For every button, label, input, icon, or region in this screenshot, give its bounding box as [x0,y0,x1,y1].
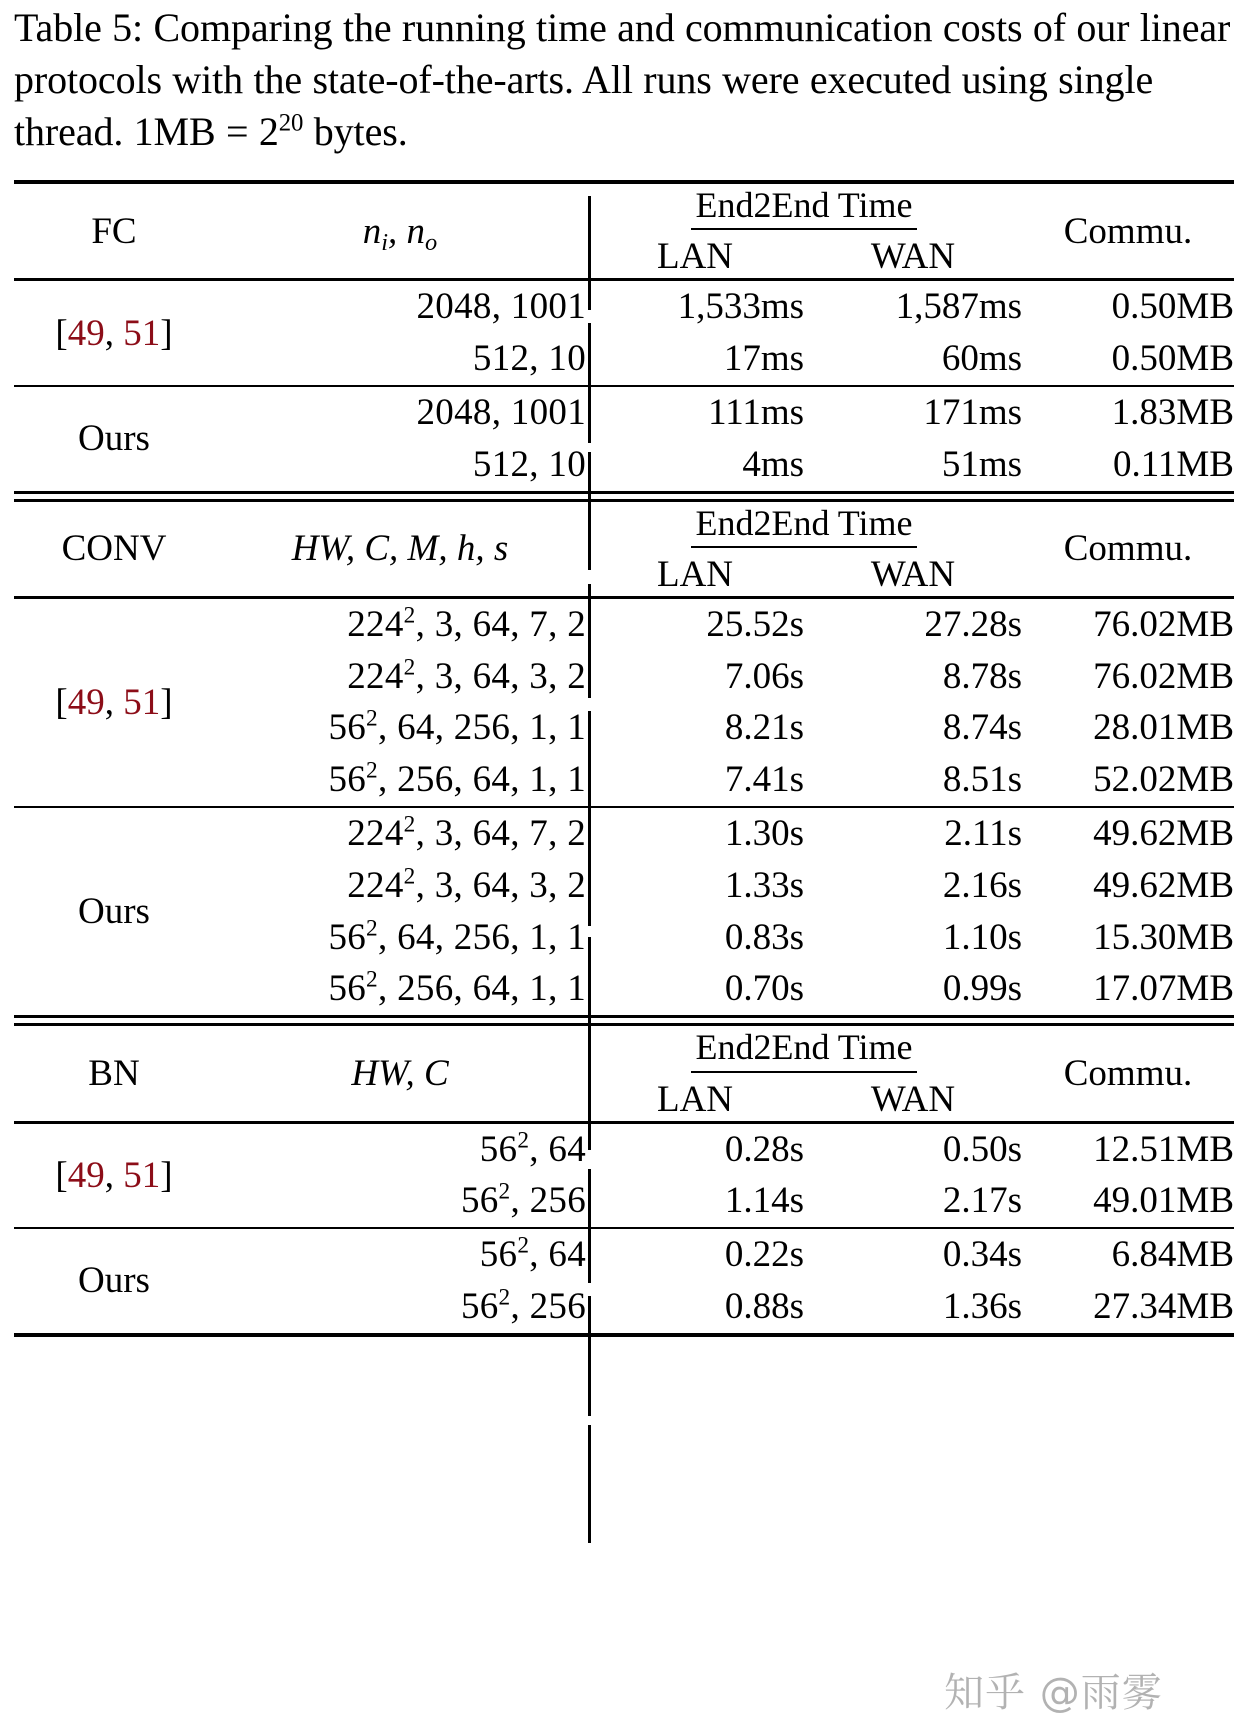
lan-value: 1.33s [724,864,804,906]
param-exponent: 2 [366,706,378,733]
row-lan [586,808,804,1017]
table-row [14,281,1234,386]
commu-value: 49.01MB [1093,1180,1234,1222]
column-divider [588,1425,591,1543]
wan-value: 0.50s [942,1128,1022,1170]
citation-sep: , [104,312,124,354]
param-value [214,912,586,964]
wan-value: 8.74s [942,707,1022,749]
row-params [214,387,586,492]
wan-value: 8.78s [942,655,1022,697]
row-lan [586,281,804,386]
row-commu [1022,387,1234,492]
citation-ref-51[interactable]: 51 [123,1154,161,1196]
column-divider [588,323,591,443]
commu-value: 1.83MB [1111,391,1234,433]
param-value [214,1281,586,1333]
param-base: 224 [347,603,404,645]
commu-header-bn: Commu. [1063,1052,1193,1094]
param-rest: , 256 [510,1180,586,1222]
section-label-bn: BN [88,1052,140,1094]
wan-value: 2.11s [944,813,1022,854]
param-rest: , 3, 64, 7, 2 [415,813,586,854]
lan-value: 0.28s [724,1128,804,1170]
table-container [14,180,1234,1337]
param-exponent: 2 [403,811,416,838]
row-params [214,599,586,807]
param-exponent: 2 [403,602,416,629]
row-commu [1022,281,1234,386]
commu-value: 12.51MB [1093,1128,1234,1170]
lan-header: LAN [656,1078,734,1120]
row-lan [586,387,804,492]
wan-value: 0.34s [942,1234,1022,1276]
bracket-open: [ [55,1154,68,1196]
commu-value: 76.02MB [1093,655,1234,697]
table-row [14,1124,1234,1229]
param-rest: , 256, 64, 1, 1 [378,968,586,1010]
row-params [214,1229,586,1335]
param-rest: , 3, 64, 7, 2 [415,603,586,645]
citation-ref-49[interactable]: 49 [67,312,105,354]
column-divider [588,1296,591,1416]
section-divider-bn [14,1017,1234,1025]
lan-header: LAN [656,553,734,595]
table-row [14,387,1234,492]
param-rest: , 64, 256, 1, 1 [378,707,586,749]
param-header-fc [214,184,586,280]
section-label-fc: FC [91,210,137,252]
row-label-citation [14,281,214,386]
lan-value: 0.83s [724,916,804,958]
lan-value: 7.06s [724,655,804,697]
param-rest: , 3, 64, 3, 2 [415,864,586,906]
param-value [214,860,586,912]
wan-value: 27.28s [924,603,1022,645]
param-value [214,1229,586,1281]
param-rest: , 64, 256, 1, 1 [378,916,586,958]
row-params [214,808,586,1017]
bracket-open: [ [55,681,68,723]
e2e-subheaders [586,548,1022,596]
row-wan [804,281,1022,386]
wan-header: WAN [870,553,956,595]
wan-value: 1.10s [942,916,1022,958]
param-value: 2048, 1001 [416,391,586,433]
param-exponent: 2 [498,1284,511,1311]
column-divider [588,452,591,570]
param-exponent: 2 [366,967,378,994]
bracket-close: ] [160,681,173,723]
row-lan [586,1124,804,1229]
param-base: 56 [460,1180,499,1222]
e2e-subheaders [586,1073,1022,1121]
param-base: 56 [328,916,367,958]
e2e-title: End2End Time [691,185,916,230]
header-row-conv [14,500,1234,597]
commu-value: 76.02MB [1093,603,1234,645]
param-rest: , 64 [529,1234,586,1276]
param-exponent: 2 [517,1127,530,1154]
section-label-conv: CONV [61,528,167,570]
e2e-title: End2End Time [691,1027,916,1072]
commu-value: 27.34MB [1093,1285,1234,1327]
row-params [214,281,586,386]
param-rest: , 256 [510,1285,586,1327]
row-label-ours: Ours [78,1260,150,1302]
rule-bottom [14,1335,1234,1337]
param-base: 56 [460,1285,499,1327]
param-n2: n [406,210,426,252]
param-value: 512, 10 [472,338,586,380]
commu-value: 0.50MB [1111,338,1234,380]
citation-sep: , [104,681,124,723]
param-value [214,808,586,860]
column-divider [588,584,591,698]
param-sub-o: o [425,228,438,256]
lan-value: 0.70s [724,968,804,1010]
param-value [214,1175,586,1227]
wan-value: 8.51s [942,759,1022,801]
citation-sep: , [104,1154,124,1196]
param-rest: , 3, 64, 3, 2 [415,655,586,697]
param-value: 2048, 1001 [416,286,586,328]
section-divider-conv [14,492,1234,500]
param-base: 224 [347,655,404,697]
param-base: 56 [479,1234,518,1276]
wan-value: 51ms [941,443,1022,485]
lan-value: 111ms [708,391,804,433]
row-wan [804,1229,1022,1335]
header-row-fc [14,184,1234,280]
commu-header-conv: Commu. [1063,528,1193,570]
table-row [14,599,1234,807]
wan-value: 1,587ms [895,286,1022,328]
commu-value: 49.62MB [1093,864,1234,906]
commu-value: 49.62MB [1093,813,1234,854]
row-wan [804,808,1022,1017]
e2e-title: End2End Time [691,503,916,548]
row-lan [586,1229,804,1335]
table-row [14,808,1234,1017]
param-value [214,599,586,651]
row-label-citation [14,599,214,807]
param-header-bn: HW, C [351,1052,449,1094]
wan-header: WAN [870,1078,956,1120]
param-base: 224 [347,813,404,854]
commu-value: 6.84MB [1111,1234,1234,1276]
commu-value: 28.01MB [1093,707,1234,749]
row-wan [804,599,1022,807]
citation-ref-51[interactable]: 51 [123,312,161,354]
param-value: 512, 10 [472,443,586,485]
param-base: 56 [328,759,367,801]
param-exponent: 2 [498,1178,511,1205]
commu-value: 15.30MB [1093,916,1234,958]
lan-value: 7.41s [724,759,804,801]
header-row-bn [14,1025,1234,1122]
commu-header-fc: Commu. [1063,210,1193,252]
column-divider [588,711,591,926]
param-rest: , 256, 64, 1, 1 [378,759,586,801]
param-exponent: 2 [366,915,378,942]
e2e-header-bn [586,1025,1022,1122]
commu-value: 52.02MB [1093,759,1234,801]
param-header-conv: HW, C, M, h, s [291,528,509,570]
lan-value: 1,533ms [677,286,804,328]
bracket-close: ] [160,1154,173,1196]
wan-value: 0.99s [942,968,1022,1010]
caption-prefix: Table 5: Comparing the running time and communication costs of our linear protocols with the state-of-the-arts. All runs were executed using single thread. 1MB = 2 [14,5,1231,154]
lan-value: 17ms [723,338,804,380]
param-n: n [362,210,382,252]
results-table [14,180,1234,1337]
lan-value: 1.30s [724,813,804,854]
commu-value: 17.07MB [1093,968,1234,1010]
table-caption [14,0,1234,158]
lan-value: 0.88s [724,1285,804,1327]
param-sub-i: i [381,228,389,256]
param-exponent: 2 [403,863,416,890]
row-label-ours: Ours [78,418,150,460]
param-value [214,963,586,1015]
column-divider [588,196,591,310]
row-commu [1022,1229,1234,1335]
column-divider [588,1169,591,1283]
e2e-subheaders [586,230,1022,278]
bracket-close: ] [160,312,173,354]
watermark-overlay: 知乎 @雨雾 [944,1670,1163,1716]
param-base: 56 [328,707,367,749]
bracket-open: [ [55,312,68,354]
param-exponent: 2 [366,757,378,784]
column-divider [588,937,591,1150]
wan-value: 2.17s [942,1180,1022,1222]
row-label-ours: Ours [78,891,150,933]
wan-value: 171ms [923,391,1022,433]
param-exponent: 2 [403,654,416,681]
row-commu [1022,808,1234,1017]
citation-ref-51[interactable]: 51 [123,681,161,723]
row-lan [586,599,804,807]
param-comma: , [388,210,407,252]
table-row [14,1229,1234,1335]
commu-value: 0.11MB [1113,443,1234,485]
e2e-header-fc [586,184,1022,280]
param-value [214,702,586,754]
param-base: 56 [328,968,367,1010]
param-base: 224 [347,864,404,906]
param-value [214,1124,586,1176]
citation-ref-49[interactable]: 49 [67,681,105,723]
wan-header: WAN [870,236,956,278]
row-commu [1022,1124,1234,1229]
wan-value: 1.36s [942,1285,1022,1327]
row-params [214,1124,586,1229]
commu-value: 0.50MB [1111,286,1234,328]
param-rest: , 64 [529,1128,586,1170]
lan-header: LAN [656,236,734,278]
e2e-header-conv [586,500,1022,597]
caption-suffix: bytes. [303,109,408,154]
lan-value: 25.52s [706,603,804,645]
lan-value: 1.14s [724,1180,804,1222]
caption-exponent: 20 [278,109,304,137]
row-label-citation [14,1124,214,1229]
wan-value: 2.16s [942,864,1022,906]
param-base: 56 [479,1128,518,1170]
lan-value: 4ms [742,443,804,485]
row-commu [1022,599,1234,807]
citation-ref-49[interactable]: 49 [67,1154,105,1196]
row-wan [804,1124,1022,1229]
param-exponent: 2 [517,1232,530,1259]
row-wan [804,387,1022,492]
param-value [214,754,586,806]
lan-value: 0.22s [724,1234,804,1276]
param-value [214,651,586,703]
wan-value: 60ms [941,338,1022,380]
lan-value: 8.21s [724,707,804,749]
